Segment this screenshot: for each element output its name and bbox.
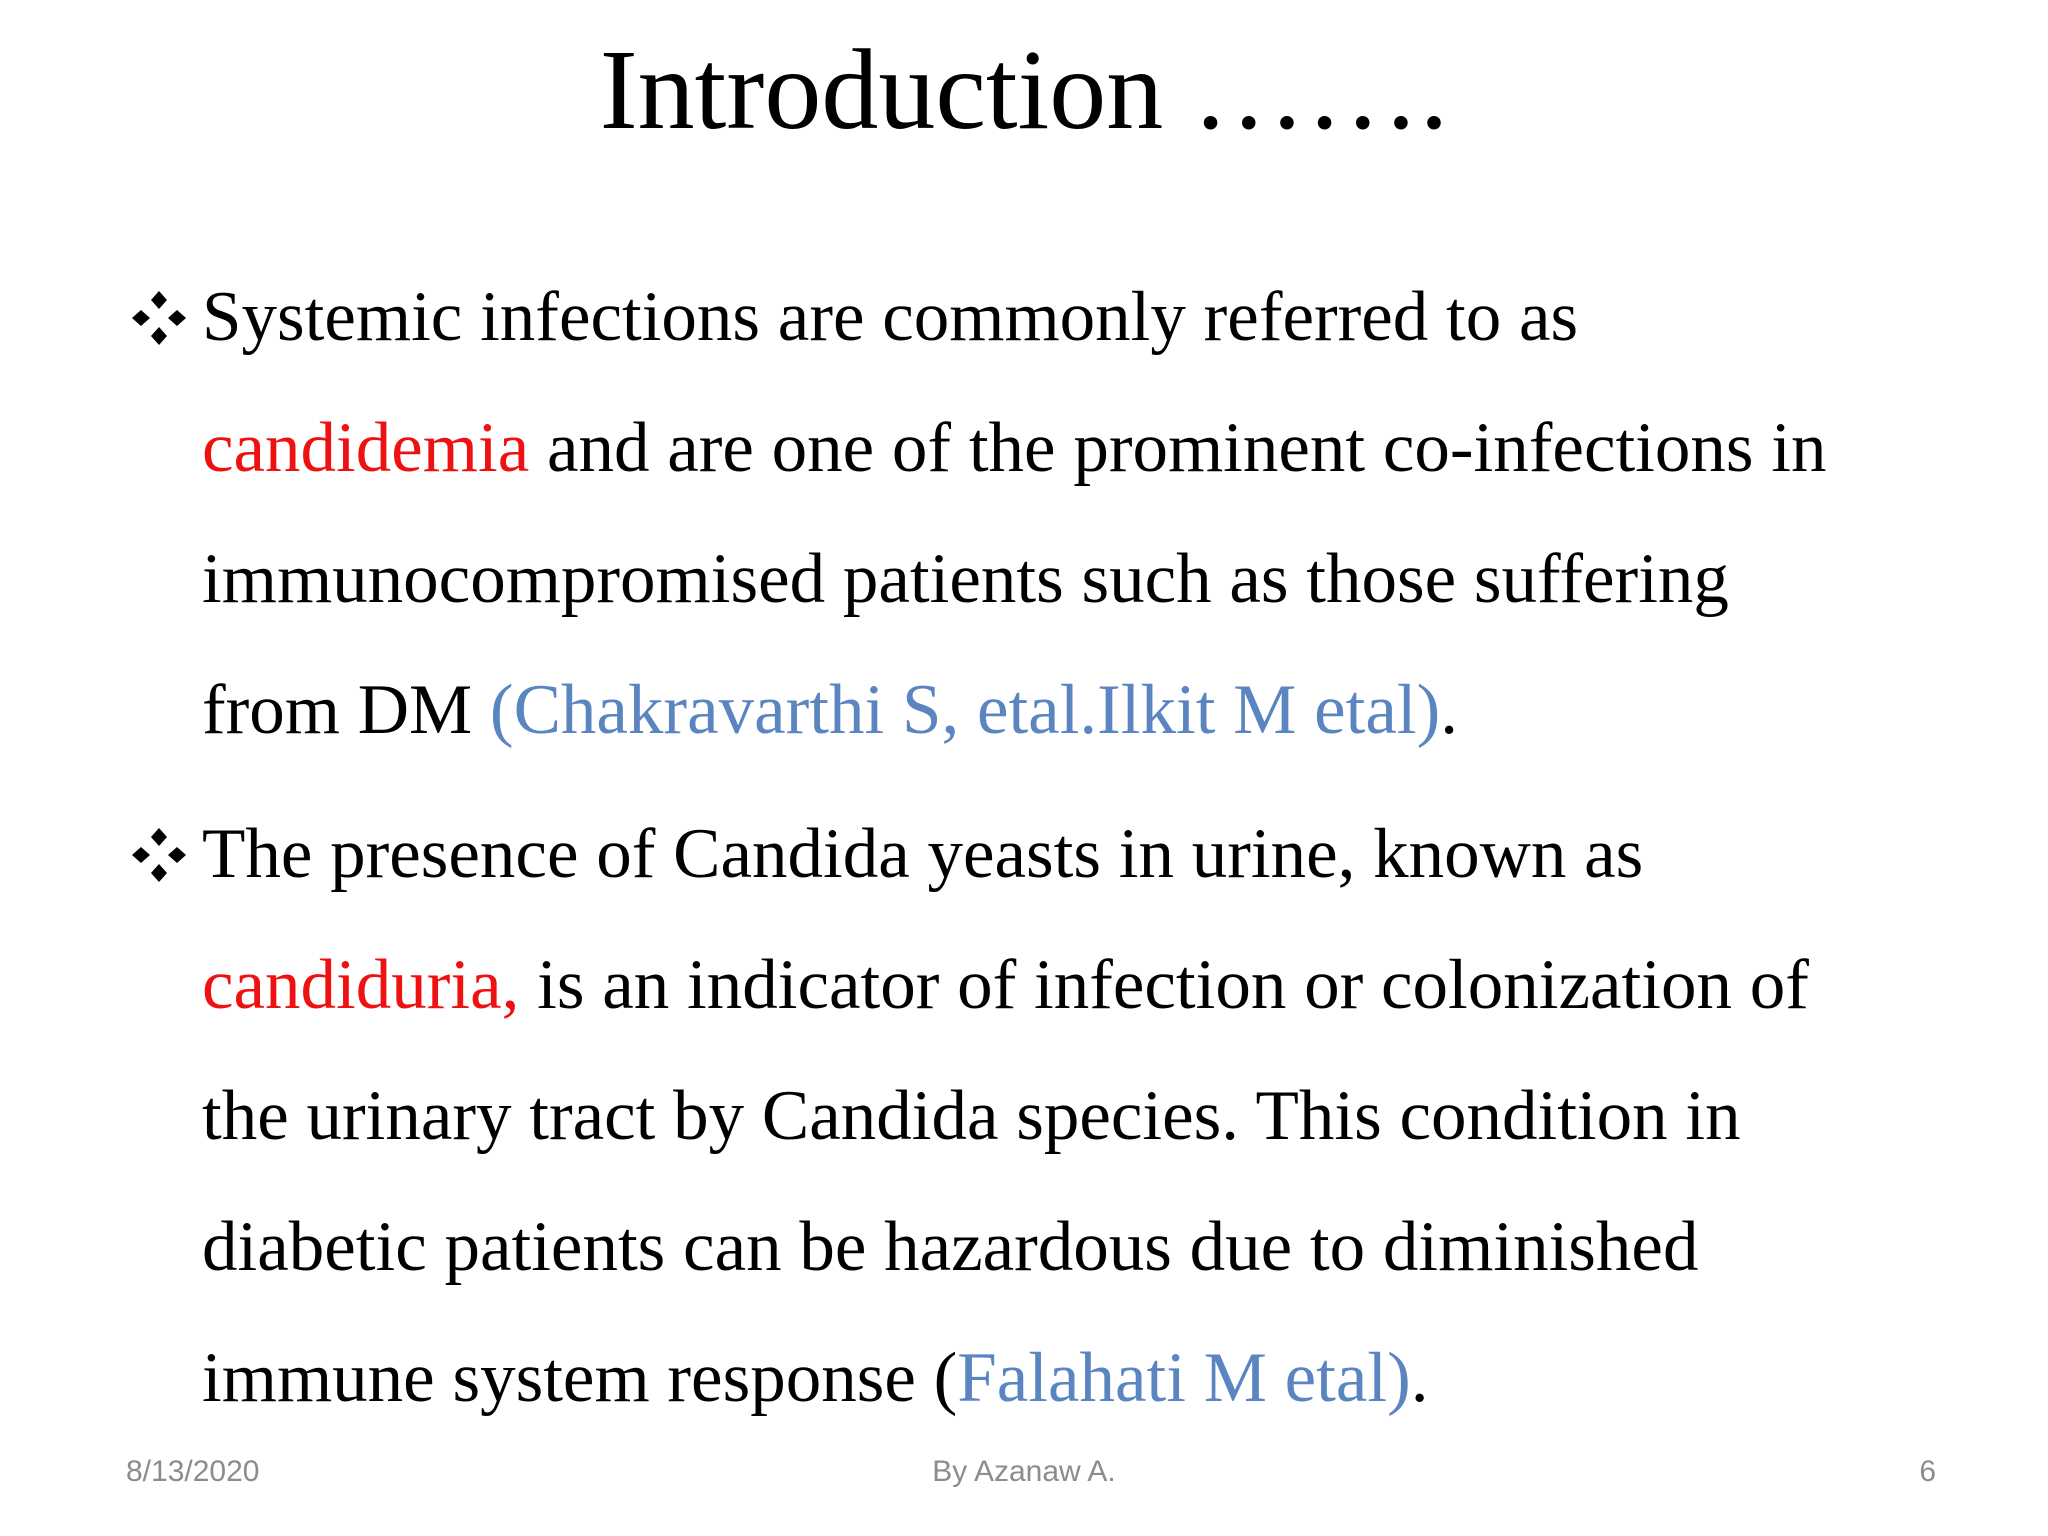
bullet-line — [202, 252, 2010, 383]
bullet-text-segment: immunocompromised patients such as those suffering — [202, 540, 1729, 618]
bullet-text-segment: immune system response ( — [202, 1339, 958, 1417]
diamond-bullet-icon-svg — [130, 826, 188, 884]
bullet-line — [202, 645, 2010, 776]
bullet-text-segment: the urinary tract by Candida species. This condition in — [202, 1077, 1741, 1155]
slide-title: Introduction ……. — [599, 26, 1449, 153]
highlight-term-candiduria: candiduria, — [202, 946, 520, 1024]
bullet-text — [202, 252, 2010, 776]
diamond-bullet-icon — [130, 789, 194, 920]
citation-chakravarthi: (Chakravarthi S, etal.Ilkit M etal) — [489, 671, 1441, 749]
footer-author: By Azanaw A. — [932, 1455, 1116, 1488]
bullet-text-segment: from DM — [202, 671, 490, 749]
bullet-item-candidemia — [130, 252, 2010, 776]
bullet-text-segment: Systemic infections are commonly referred to as — [202, 278, 1579, 356]
bullet-text — [202, 789, 2010, 1444]
bullet-text-segment: diabetic patients can be hazardous due to diminished — [202, 1208, 1699, 1286]
diamond-bullet-icon-svg — [130, 289, 188, 347]
bullet-line — [202, 1051, 2010, 1182]
diamond-bullet-icon — [130, 252, 194, 383]
bullet-text-segment: . — [1410, 1339, 1429, 1417]
highlight-term-candidemia: candidemia — [202, 409, 530, 487]
bullet-text-segment: . — [1440, 671, 1458, 749]
bullet-line — [202, 920, 2010, 1051]
bullet-line — [202, 1182, 2010, 1313]
footer-date: 8/13/2020 — [126, 1455, 260, 1488]
bullet-item-candiduria — [130, 789, 2010, 1444]
bullet-line — [202, 514, 2010, 645]
bullet-text-segment: and are one of the prominent co-infections in — [529, 409, 1827, 487]
bullet-text-segment: The presence of Candida yeasts in urine, known as — [202, 815, 1644, 893]
bullet-list — [130, 252, 2010, 1444]
bullet-line — [202, 383, 2010, 514]
bullet-line — [202, 1313, 2010, 1444]
bullet-text-segment: is an indicator of infection or colonization of — [519, 946, 1809, 1024]
bullet-line — [202, 789, 2010, 920]
citation-falahati: Falahati M etal) — [957, 1339, 1411, 1417]
footer-page-number: 6 — [1919, 1455, 1936, 1488]
